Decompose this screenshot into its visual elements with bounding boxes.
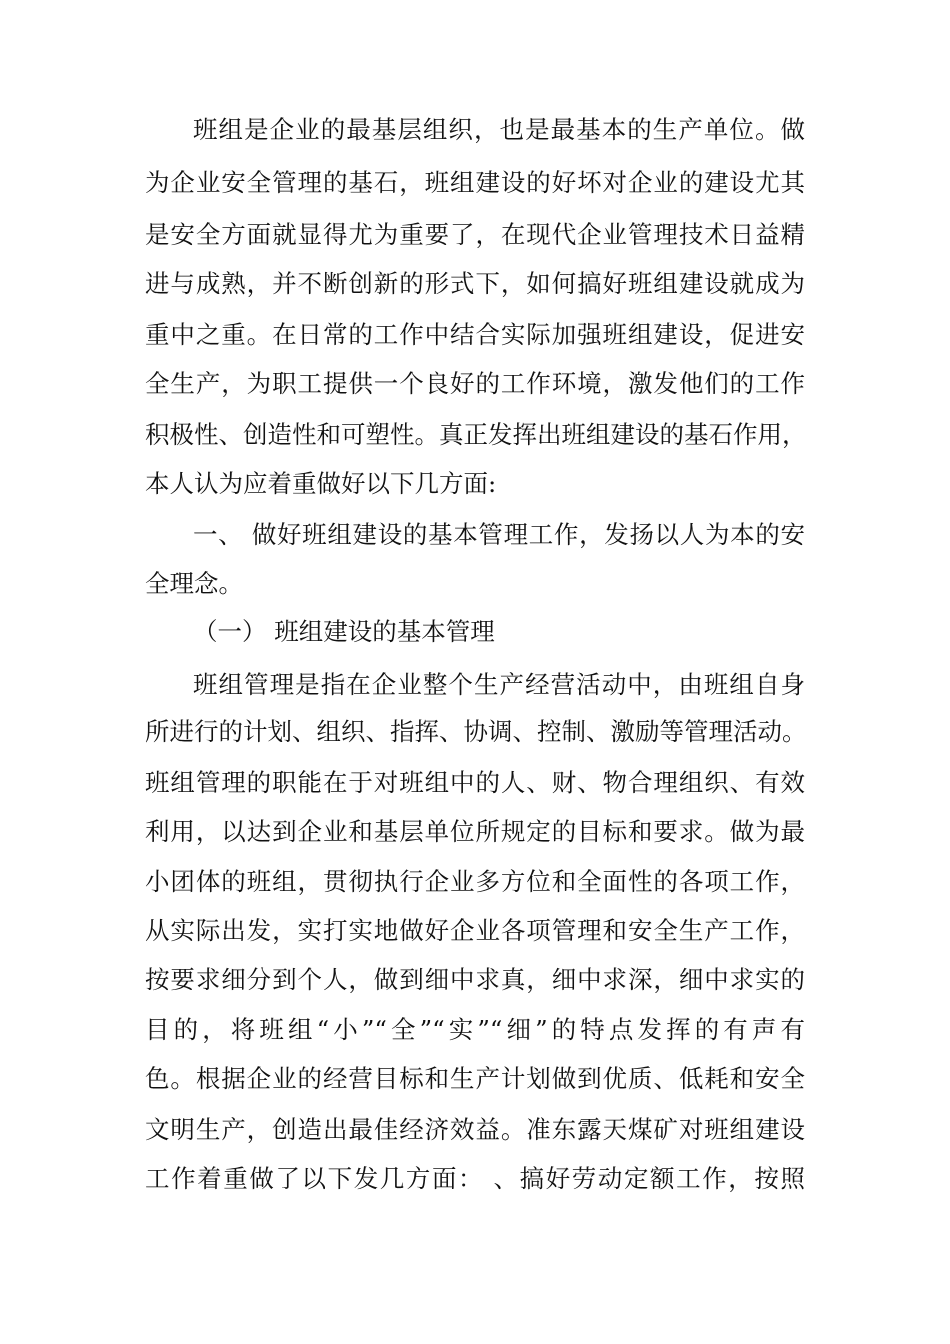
- paragraph-line: 利用，以达到企业和基层单位所规定的目标和要求。做为最: [145, 817, 805, 846]
- paragraph-line: 重中之重。在日常的工作中结合实际加强班组建设，促进安: [145, 320, 805, 349]
- paragraph-line: 班组管理的职能在于对班组中的人、财、物合理组织、有效: [145, 768, 805, 797]
- paragraph-line: 工作着重做了以下发几方面： 、搞好劳动定额工作，按照: [145, 1164, 805, 1193]
- paragraph-line: 目的，将班组“小”“全”“实”“细”的特点发挥的有声有: [145, 1015, 805, 1044]
- paragraph-line: 班组管理是指在企业整个生产经营活动中，由班组自身: [193, 670, 805, 699]
- section-heading-line: 全理念。: [145, 569, 243, 598]
- section-heading-line: 一、 做好班组建设的基本管理工作，发扬以人为本的安: [193, 520, 805, 549]
- subsection-heading: （一） 班组建设的基本管理: [193, 617, 495, 646]
- paragraph-line: 从实际出发，实打实地做好企业各项管理和安全生产工作，: [145, 916, 805, 945]
- paragraph-line: 色。根据企业的经营目标和生产计划做到优质、低耗和安全: [145, 1064, 805, 1093]
- paragraph-line: 为企业安全管理的基石，班组建设的好坏对企业的建设尤其: [145, 168, 805, 197]
- paragraph-line: 进与成熟，并不断创新的形式下，如何搞好班组建设就成为: [145, 269, 805, 298]
- paragraph-line: 本人认为应着重做好以下几方面:: [145, 469, 497, 498]
- paragraph-line: 是安全方面就显得尤为重要了，在现代企业管理技术日益精: [145, 220, 805, 249]
- paragraph-line: 按要求细分到个人，做到细中求真，细中求深，细中求实的: [145, 965, 805, 994]
- paragraph-line: 文明生产，创造出最佳经济效益。准东露天煤矿对班组建设: [145, 1115, 805, 1144]
- paragraph-line: 班组是企业的最基层组织，也是最基本的生产单位。做: [193, 115, 805, 144]
- paragraph-line: 积极性、创造性和可塑性。真正发挥出班组建设的基石作用，: [145, 420, 807, 449]
- paragraph-line: 所进行的计划、组织、指挥、协调、控制、激励等管理活动。: [145, 717, 807, 746]
- paragraph-line: 小团体的班组，贯彻执行企业多方位和全面性的各项工作，: [145, 867, 805, 896]
- paragraph-line: 全生产，为职工提供一个良好的工作环境，激发他们的工作: [145, 369, 805, 398]
